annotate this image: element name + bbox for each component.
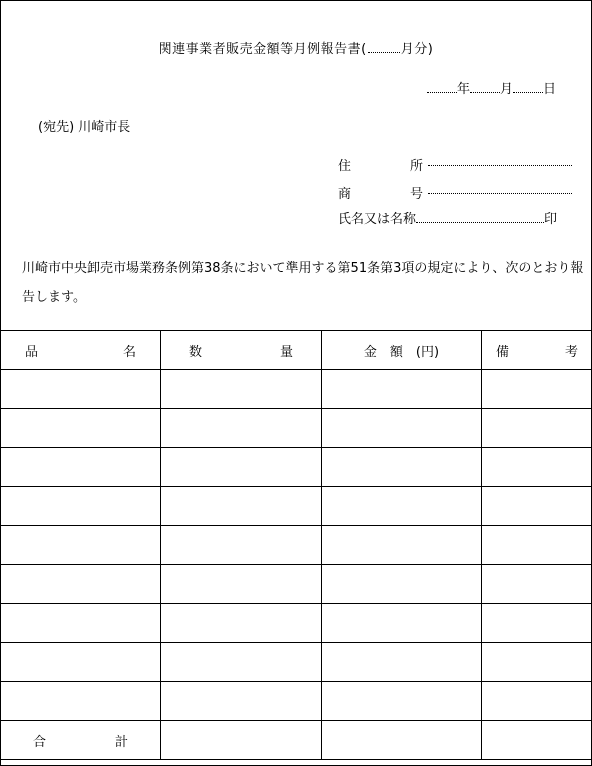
table-row xyxy=(1,604,592,643)
item-cell[interactable] xyxy=(1,565,161,604)
quantity-cell[interactable] xyxy=(161,604,322,643)
name-row xyxy=(338,208,557,227)
amount-cell[interactable] xyxy=(322,604,482,643)
item-cell[interactable] xyxy=(1,682,161,721)
amount-cell[interactable] xyxy=(322,370,482,409)
quantity-cell[interactable] xyxy=(161,370,322,409)
address-field[interactable] xyxy=(428,153,572,166)
item-cell[interactable] xyxy=(1,604,161,643)
amount-cell[interactable] xyxy=(322,565,482,604)
header-item-b: 名 xyxy=(122,344,136,360)
item-cell[interactable] xyxy=(1,526,161,565)
remarks-cell[interactable] xyxy=(482,604,592,643)
quantity-cell[interactable] xyxy=(161,409,322,448)
table-row xyxy=(1,526,592,565)
remarks-cell[interactable] xyxy=(482,409,592,448)
remarks-cell[interactable] xyxy=(482,565,592,604)
form-title-prefix: 関連事業者販売金額等月例報告書( xyxy=(158,42,367,57)
remarks-cell[interactable] xyxy=(482,682,592,721)
trade-name-row xyxy=(338,181,572,202)
item-cell[interactable] xyxy=(1,448,161,487)
table-row xyxy=(1,409,592,448)
header-item-name xyxy=(1,331,161,370)
table-row xyxy=(1,487,592,526)
total-label-a: 合 xyxy=(33,734,47,750)
trade-label-a: 商 xyxy=(338,187,352,202)
remarks-cell[interactable] xyxy=(482,448,592,487)
remarks-cell[interactable] xyxy=(482,526,592,565)
table-row xyxy=(1,643,592,682)
year-label: 年 xyxy=(456,82,470,97)
addressee: (宛先) 川崎市長 xyxy=(38,120,131,135)
address-row xyxy=(338,153,572,174)
remarks-cell[interactable] xyxy=(482,487,592,526)
item-cell[interactable] xyxy=(1,487,161,526)
amount-cell[interactable] xyxy=(322,682,482,721)
total-quantity-cell[interactable] xyxy=(161,721,322,760)
quantity-cell[interactable] xyxy=(161,643,322,682)
month-label: 月 xyxy=(499,82,513,97)
quantity-cell[interactable] xyxy=(161,448,322,487)
table-row xyxy=(1,682,592,721)
quantity-cell[interactable] xyxy=(161,565,322,604)
total-label-b: 計 xyxy=(114,734,128,750)
total-remarks-cell[interactable] xyxy=(482,721,592,760)
day-blank[interactable] xyxy=(513,80,543,93)
total-row xyxy=(1,721,592,760)
year-blank[interactable] xyxy=(427,80,457,93)
amount-cell[interactable] xyxy=(322,409,482,448)
form-title-suffix: 月分) xyxy=(400,42,434,57)
table-header-row xyxy=(1,331,592,370)
seal-label: 印 xyxy=(544,212,558,227)
item-cell[interactable] xyxy=(1,409,161,448)
amount-cell[interactable] xyxy=(322,448,482,487)
amount-cell[interactable] xyxy=(322,487,482,526)
header-qty-a: 数 xyxy=(189,344,203,360)
item-cell[interactable] xyxy=(1,370,161,409)
quantity-cell[interactable] xyxy=(161,526,322,565)
table-row xyxy=(1,370,592,409)
total-amount-cell[interactable] xyxy=(322,721,482,760)
trade-label-b: 号 xyxy=(410,187,424,202)
header-remarks xyxy=(482,331,592,370)
date-line xyxy=(427,78,556,97)
quantity-cell[interactable] xyxy=(161,682,322,721)
trade-name-label xyxy=(338,183,428,202)
address-label-a: 住 xyxy=(338,159,352,174)
header-amount xyxy=(322,331,482,370)
items-table xyxy=(0,330,592,760)
address-label xyxy=(338,155,428,174)
remarks-cell[interactable] xyxy=(482,643,592,682)
table-row xyxy=(1,565,592,604)
name-label: 氏名又は名称 xyxy=(338,212,417,227)
header-quantity xyxy=(161,331,322,370)
name-field[interactable] xyxy=(416,210,544,223)
table-row xyxy=(1,448,592,487)
month-date-blank[interactable] xyxy=(470,80,500,93)
remarks-cell[interactable] xyxy=(482,370,592,409)
address-label-b: 所 xyxy=(410,159,424,174)
header-remark-b: 考 xyxy=(564,344,578,360)
header-amount-label: 金 額 (円) xyxy=(363,344,440,360)
total-label-cell xyxy=(1,721,161,760)
item-cell[interactable] xyxy=(1,643,161,682)
trade-name-field[interactable] xyxy=(428,181,572,194)
header-remark-a: 備 xyxy=(496,344,510,360)
amount-cell[interactable] xyxy=(322,526,482,565)
month-blank[interactable] xyxy=(368,40,400,53)
body-text: 川崎市中央卸売市場業務条例第38条において準用する第51条第3項の規定により、次のとおり報告します。 xyxy=(22,261,584,305)
amount-cell[interactable] xyxy=(322,643,482,682)
day-label: 日 xyxy=(542,82,556,97)
quantity-cell[interactable] xyxy=(161,487,322,526)
header-qty-b: 量 xyxy=(279,344,293,360)
form-title xyxy=(0,38,592,57)
header-item-a: 品 xyxy=(25,344,39,360)
